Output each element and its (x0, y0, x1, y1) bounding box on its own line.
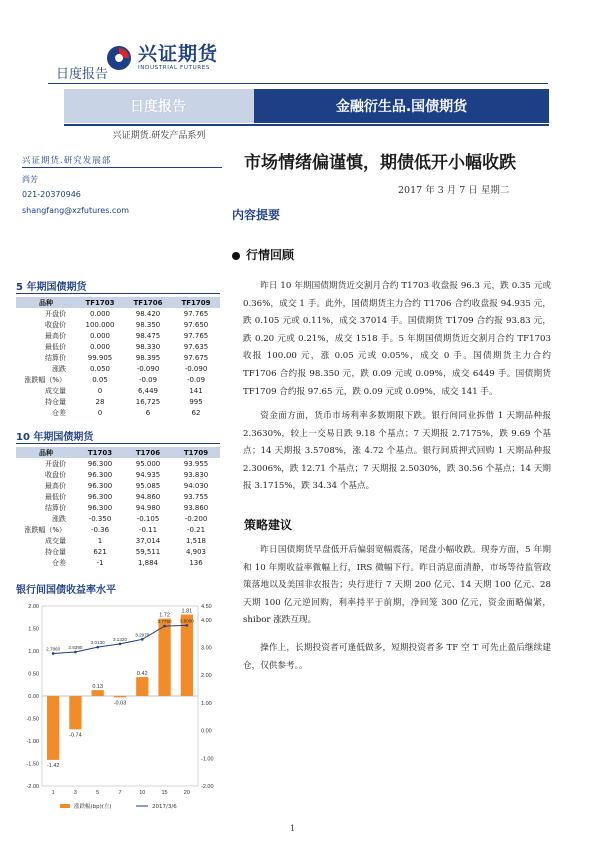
row-label: 涨跌幅（%） (24, 375, 66, 384)
table-cell: 96.300 (87, 492, 113, 501)
row-label: 收盘价 (45, 320, 66, 329)
bar-data-label: -0.74 (69, 732, 82, 739)
table-row (16, 374, 220, 385)
table-header-cell: TF1703 (76, 297, 124, 308)
table-cell: 1,518 (185, 536, 207, 545)
row-label: 最高价 (45, 481, 66, 490)
line-point (119, 643, 122, 646)
table-row (16, 330, 220, 341)
row-label: 持仓量 (45, 547, 66, 556)
y-left-tick-label: 1.00 (28, 649, 39, 655)
table-cell: -0.09 (138, 375, 158, 384)
yield-curve-chart (16, 596, 226, 822)
band-report-type: 日度报告 (130, 99, 186, 115)
y-right-tick-label: 2.00 (201, 673, 212, 680)
row-label: 开盘价 (45, 309, 66, 318)
y-right-tick-label: -2.00 (201, 784, 214, 790)
table-cell: 995 (189, 397, 203, 406)
y-left-tick-label: 0.00 (28, 694, 39, 700)
table-cell: 96.300 (87, 459, 113, 468)
row-label: 仓差 (52, 558, 66, 567)
table-cell: 96.300 (87, 481, 113, 490)
table-cell: -0.105 (136, 514, 160, 523)
header-divider (48, 83, 548, 84)
row-label: 收盘价 (45, 470, 66, 479)
table-cell: -1 (96, 558, 104, 567)
bar-data-label: -1.42 (46, 762, 60, 769)
table-row (16, 480, 220, 491)
table-cell: 97.635 (183, 342, 209, 351)
bar-data-label: 1.81 (181, 608, 193, 615)
x-tick-label: 7 (118, 790, 122, 796)
table-cell: 93.955 (183, 459, 209, 468)
line-data-label: 3.1320 (112, 636, 128, 642)
section-strategy (244, 516, 292, 533)
table-cell: 100.000 (85, 320, 115, 329)
y-right-tick-label: 3.00 (201, 645, 212, 652)
table-10y-rule (16, 443, 220, 444)
table-5y-title: 5 年期国债期货 (16, 282, 87, 293)
legend-label-line: 2017/3/6 (152, 804, 177, 810)
line-point (74, 651, 77, 654)
table-row (16, 557, 220, 568)
table-header-cell: T1709 (172, 447, 220, 458)
bullet-icon (232, 252, 240, 260)
y-right-tick-label: 4.00 (201, 617, 212, 624)
logo-mark-icon (106, 45, 132, 71)
table-cell: 96.300 (87, 470, 113, 479)
line-data-label: 2.8390 (68, 644, 83, 650)
table-cell: 93.830 (183, 470, 209, 479)
table-cell: 98.350 (135, 320, 161, 329)
line-data-label: 3.8000 (179, 618, 194, 624)
line-data-label: 2.7860 (46, 646, 61, 652)
table-row (16, 546, 220, 557)
table-cell: 97.675 (183, 353, 209, 362)
table-row (16, 407, 220, 418)
table-cell: -0.200 (184, 514, 208, 523)
table-10y-title: 10 年期国债期货 (16, 432, 94, 443)
table-cell: 94.860 (135, 492, 161, 501)
paragraph-money-market: 资金面方面，货币市场利率多数期限下跌。银行间同业拆借 1 天期品种报 2.3630%，较上一交易日跌 9.18 个基点；7 天期报 2.7175%，跌 9.69 个基点；14 天期报 3.5708%，涨 4.72 个基点。银行间质押式回购 1 天期品种报 2.3006%，跌 12.71 个基点；7 天期报 2.5030%，跌 30.56 个基点；14 天期报 3.1715%，跌 34.34 个基点。 (243, 411, 551, 492)
table-cell: 1,884 (137, 558, 159, 567)
section-market-review-label: 行情回顾 (246, 248, 295, 262)
report-type-label: 日度报告 (56, 67, 109, 82)
table-cell: 99.905 (87, 353, 113, 362)
table-cell: 4,903 (185, 547, 207, 556)
x-tick-label: 15 (161, 790, 168, 796)
table-cell: 0.000 (89, 309, 111, 318)
table-cell: 93.860 (183, 503, 209, 512)
x-tick-label: 10 (139, 790, 146, 796)
table-cell: 0.050 (89, 364, 111, 373)
table-header-cell: T1706 (124, 447, 172, 458)
table-header-cell: 品种 (16, 447, 76, 458)
page-number: 1 (290, 824, 296, 833)
legend-label-bar: 涨跌幅(bp)(左) (74, 804, 112, 810)
table-5y-rule (16, 293, 220, 294)
table-cell: -0.090 (136, 364, 160, 373)
table-cell: 98.395 (135, 353, 161, 362)
table-cell: 0.000 (89, 342, 111, 351)
bar-data-label: 0.42 (136, 671, 148, 678)
table-cell: -0.090 (184, 364, 208, 373)
table-cell: 59,511 (135, 547, 161, 556)
analyst-email: shangfang@xzfutures.com (22, 206, 130, 215)
table-cell: 0 (97, 408, 103, 417)
row-label: 结算价 (45, 353, 66, 362)
y-left-tick-label: -1.00 (26, 739, 39, 745)
y-right-tick-label: 0.00 (201, 728, 212, 735)
row-label: 成交量 (45, 536, 66, 545)
department-divider (22, 167, 222, 168)
table-cell: 62 (191, 408, 201, 417)
table-row (16, 502, 220, 513)
table-cell: 136 (189, 558, 203, 567)
table-cell: 97.765 (183, 309, 209, 318)
table-cell: 95.085 (135, 481, 161, 490)
bar-data-label: -0.03 (113, 700, 127, 707)
analyst-phone: 021-20370946 (22, 190, 81, 199)
table-row (16, 513, 220, 524)
bar (136, 677, 148, 696)
table-cell: 93.755 (183, 492, 209, 501)
section-market-review (232, 246, 294, 263)
product-series: 兴证期货.研发产品系列 (112, 131, 206, 141)
paragraph-strategy: 昨日国债期货早盘低开后偏弱宽幅震荡，尾盘小幅收跌。现券方面，5 年期和 10 年期收益率微幅上行，IRS 微幅下行。昨日消息面清静，市场等待监管政策落地以及美国非农报告；央行进行 7 天期 200 亿元、14 天期 100 亿元、28 天期 100 亿元逆回购，利率持平于前期，净回笼 300 亿元，资金面略偏紧，shibor 涨跌互现。 (243, 545, 551, 626)
table-cell: 16,725 (135, 397, 161, 406)
paragraph-futures-quotes: 昨日 10 年期国债期货近交割月合约 T1703 收盘报 96.3 元，跌 0.35 元或 0.36%，成交 1 手。此外，国债期货主力合约 T1706 合约收盘报 94.935 元，跌 0.105 元或 0.11%，成交 37014 手。国债期货 T1709 合约报 93.83 元，跌 0.20 元或 0.21%，成交 1518 手。5 年期国债期货近交割月合约 TF1703 收报 100.00 元，涨 0.05 元或 0.05%，成交 0 手。国债期货主力合约 TF1706 合约报 98.350 元，跌 0.09 元或 0.09%，成交 6449 手。国债期货 TF1709 合约报 97.65 元，跌 0.09 元或 0.09%，成交 141 手。 (243, 281, 551, 397)
line-point (96, 646, 99, 649)
line-data-label: 3.2970 (135, 632, 150, 638)
bar-data-label: 1.72 (159, 612, 170, 619)
x-tick-label: 1 (51, 790, 55, 796)
table-cell: 95.000 (135, 459, 161, 468)
line-data-label: 3.7750 (157, 619, 172, 625)
table-cell: -0.11 (138, 525, 158, 534)
y-right-tick-label: 4.50 (201, 604, 212, 610)
table-cell: -0.21 (186, 525, 206, 534)
table-cell: 98.420 (135, 309, 161, 318)
y-left-tick-label: 2.00 (28, 604, 39, 610)
table-cell: 94.030 (183, 481, 209, 490)
table-cell: 97.650 (183, 320, 209, 329)
x-tick-label: 3 (73, 790, 77, 796)
table-cell: 94.980 (135, 503, 161, 512)
y-left-tick-label: -0.50 (26, 716, 39, 723)
table-cell: 141 (189, 386, 203, 395)
y-left-tick-label: 0.50 (28, 671, 39, 678)
analyst-name: 尚芳 (22, 175, 38, 184)
row-label: 持仓量 (45, 397, 66, 406)
row-label: 最低价 (45, 342, 66, 351)
table-row (16, 352, 220, 363)
row-label: 涨跌幅（%） (24, 525, 66, 534)
department: 兴证期货.研究发展部 (22, 156, 112, 166)
bar-data-label: 0.13 (92, 684, 104, 691)
chart-title: 银行间国债收益率水平 (16, 585, 116, 596)
table-cell: -0.350 (88, 514, 112, 523)
table-header-cell: 品种 (16, 297, 76, 308)
table-cell: 97.765 (183, 331, 209, 340)
table-cell: -0.09 (186, 375, 206, 384)
x-tick-label: 20 (183, 790, 190, 796)
bar (47, 696, 59, 760)
row-label: 成交量 (45, 386, 66, 395)
table-cell: 96.300 (87, 503, 113, 512)
table-row (16, 396, 220, 407)
table-10y-futures (16, 447, 220, 568)
table-cell: 28 (95, 397, 105, 406)
table-header-cell: TF1706 (124, 297, 172, 308)
table-row (16, 341, 220, 352)
table-cell: 0.000 (89, 331, 111, 340)
table-cell: -0.36 (90, 525, 110, 534)
table-row (16, 458, 220, 469)
band-category: 金融衍生品.国债期货 (335, 99, 468, 115)
table-cell: 0.05 (92, 375, 108, 384)
company-logo (106, 42, 256, 74)
table-header-row (16, 297, 220, 308)
table-header-row (16, 447, 220, 458)
row-label: 涨跌 (52, 514, 66, 523)
line-data-label: 3.0130 (90, 640, 105, 646)
bar (158, 619, 170, 696)
y-right-tick-label: -1.00 (201, 756, 214, 763)
row-label: 最高价 (45, 331, 66, 340)
logo-name-en: INDUSTRIAL FUTURES (138, 64, 211, 71)
table-cell: 1 (97, 536, 103, 545)
table-row (16, 524, 220, 535)
table-row (16, 308, 220, 319)
table-row (16, 385, 220, 396)
y-left-tick-label: -2.00 (26, 784, 39, 790)
line-point (141, 638, 144, 641)
row-label: 开盘价 (45, 459, 66, 468)
table-row (16, 491, 220, 502)
line-point (163, 625, 166, 628)
table-header-cell: T1703 (76, 447, 124, 458)
logo-name-cn: 兴证期货 (138, 42, 219, 65)
x-tick-label: 5 (96, 790, 100, 796)
section-strategy-label: 策略建议 (244, 518, 293, 532)
report-title: 市场情绪偏谨慎，期债低开小幅收跌 (244, 153, 516, 173)
bar (114, 696, 126, 697)
row-label: 最低价 (45, 492, 66, 501)
row-label: 仓差 (52, 408, 66, 417)
summary-heading: 内容提要 (232, 208, 281, 222)
row-label: 涨跌 (52, 364, 66, 373)
table-cell: 0 (97, 386, 103, 395)
legend-swatch-bar (60, 804, 70, 808)
table-cell: 37,014 (135, 536, 161, 545)
table-cell: 6,449 (137, 386, 159, 395)
table-cell: 98.330 (135, 342, 161, 351)
table-cell: 98.475 (135, 331, 161, 340)
table-row (16, 469, 220, 480)
row-label: 结算价 (45, 503, 66, 512)
table-cell: 6 (145, 408, 151, 417)
bar (181, 615, 193, 696)
table-cell: 94.935 (135, 470, 161, 479)
y-right-tick-label: 1.00 (201, 700, 212, 707)
y-left-tick-label: -1.50 (26, 761, 39, 768)
table-row (16, 319, 220, 330)
table-header-cell: TF1709 (172, 297, 220, 308)
report-date: 2017 年 3 月 7 日 星期二 (398, 185, 510, 196)
y-left-tick-label: 1.50 (28, 626, 39, 633)
bar (69, 696, 81, 729)
band-divider (64, 124, 549, 126)
paragraph-operation: 操作上，长期投资者可逢低做多，短期投资者多 TF 空 T 可先止盈后继续建仓，仅供参考。。 (243, 643, 551, 671)
line-point (52, 652, 55, 655)
line-point (186, 624, 189, 627)
table-5y-futures (16, 297, 220, 418)
table-row (16, 535, 220, 546)
table-cell: 621 (93, 547, 107, 556)
table-row (16, 363, 220, 374)
bar (92, 690, 104, 696)
